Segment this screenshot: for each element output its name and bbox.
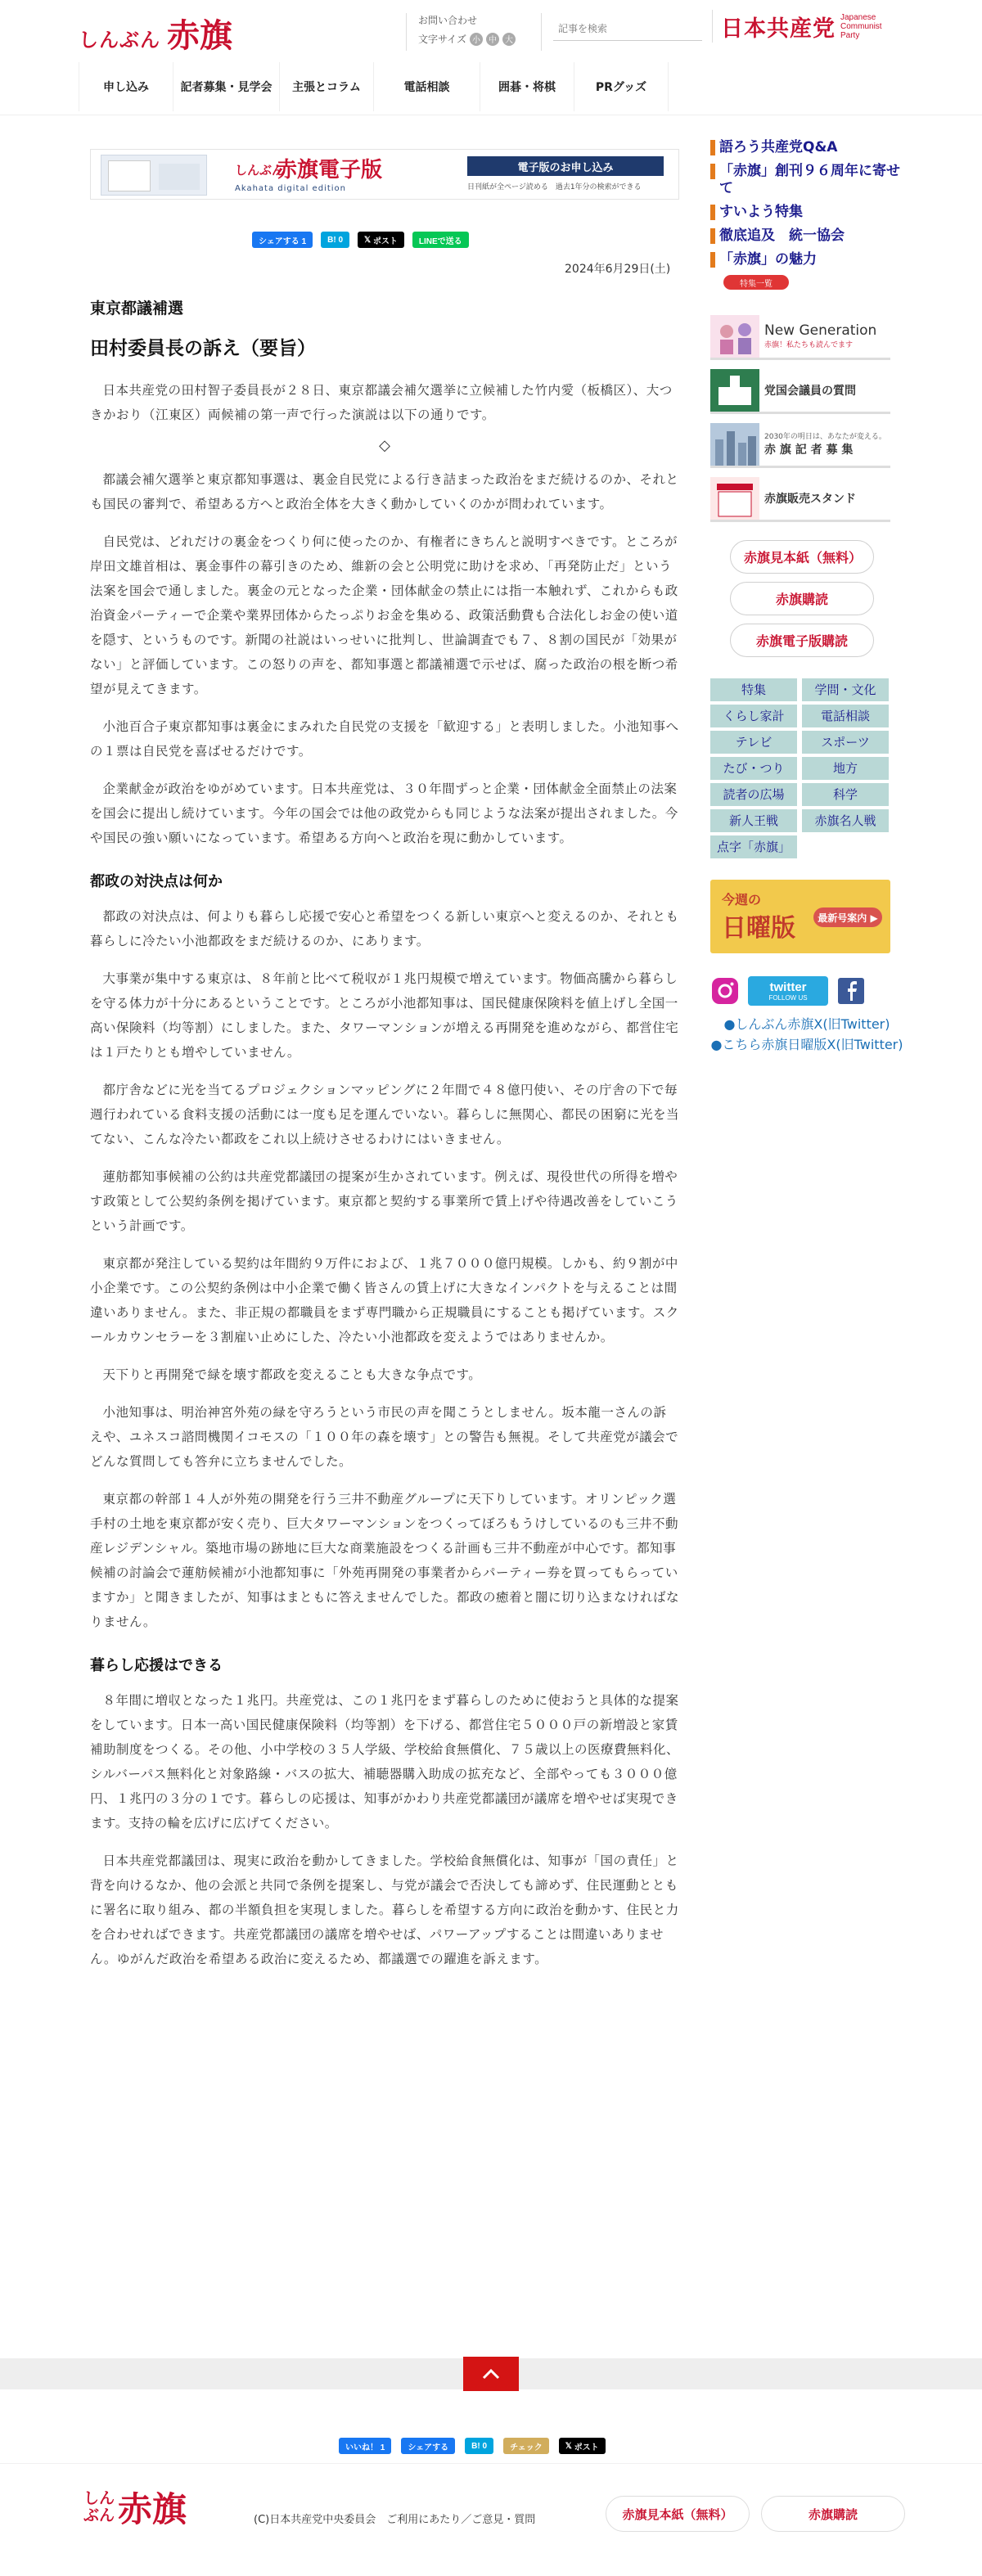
sidebar-link-anniversary[interactable]: 「赤旗」創刊９６周年に寄せて bbox=[710, 163, 903, 197]
footer-logo-kanji: 赤旗 bbox=[118, 2489, 187, 2529]
article-date: 2024年6月29日(土) bbox=[565, 263, 671, 276]
main-nav bbox=[79, 62, 782, 111]
category-readers-forum[interactable]: 読者の広場 bbox=[710, 783, 797, 806]
footer-divider bbox=[0, 2463, 982, 2464]
feature-list-button[interactable]: 特集一覧 bbox=[723, 275, 789, 290]
twitter-follow-label: FOLLOW US bbox=[768, 993, 808, 1002]
bullet-bar-icon bbox=[710, 228, 715, 244]
site-header bbox=[0, 0, 982, 57]
font-size-large-button[interactable]: 大 bbox=[502, 33, 516, 46]
copyright-text[interactable]: (C)日本共産党中央委員会 ご利用にあたり／ご意見・質問 bbox=[254, 2514, 536, 2526]
sunday-latest-button[interactable]: 最新号案内 ▶ bbox=[813, 907, 882, 927]
facebook-share-button[interactable]: シェアする 1 bbox=[252, 232, 313, 248]
article-paragraph: 都庁舎などに光を当てるプロジェクションマッピングに２年間で４８億円使い、その庁舎の下で毎週行われている食料支援の活動には一度も足を運んでいない。暮らしに無関心、都民の困窮に光を当てない、こんな冷たい都政をこれ以上続けさせるわけにはいきません。 bbox=[90, 1083, 680, 1146]
category-meijin-tournament[interactable]: 赤旗名人戦 bbox=[802, 809, 889, 832]
nav-item-go-shogi[interactable]: 囲碁・将棋 bbox=[480, 62, 574, 111]
twitter-follow-button[interactable] bbox=[748, 976, 828, 1006]
article-kicker: 東京都議補選 bbox=[90, 299, 184, 317]
facebook-share-button[interactable]: シェアする bbox=[401, 2438, 455, 2454]
category-regional[interactable]: 地方 bbox=[802, 757, 889, 780]
nav-item-phone-consult[interactable]: 電話相談 bbox=[374, 62, 480, 111]
facebook-like-button[interactable]: いいね！ 1 bbox=[339, 2438, 391, 2454]
banner-title: 赤旗電子版 bbox=[276, 158, 383, 182]
party-name: 日本共産党 bbox=[721, 16, 836, 42]
sales-stand-banner[interactable] bbox=[710, 476, 890, 522]
bottom-share-bar bbox=[339, 2438, 606, 2454]
new-generation-sub: 赤旗！私たちも読んでます bbox=[764, 341, 854, 349]
back-to-top-button[interactable] bbox=[463, 2357, 519, 2391]
logo-kanji: 赤旗 bbox=[167, 16, 232, 55]
site-logo[interactable] bbox=[79, 10, 232, 55]
article-paragraph: 都政の対決点は、何よりも暮らし応援で安心と希望をつくる新しい東京へと変えるのか、それとも暮らしに冷たい小池都政をまだ続けるのか、にあります。 bbox=[90, 909, 679, 948]
sales-stand-label: 赤旗販売スタンド bbox=[764, 492, 856, 506]
category-features[interactable]: 特集 bbox=[710, 678, 797, 701]
sample-paper-button[interactable]: 赤旗見本紙（無料） bbox=[730, 540, 874, 574]
new-generation-banner[interactable] bbox=[710, 314, 890, 360]
nav-item-editorial[interactable]: 主張とコラム bbox=[280, 62, 374, 111]
subscribe-button[interactable]: 赤旗購読 bbox=[730, 582, 874, 615]
article-paragraph: 天下りと再開発で緑を壊す都政を変えることも大きな争点です。 bbox=[102, 1367, 482, 1382]
footer-sample-paper-button[interactable]: 赤旗見本紙（無料） bbox=[606, 2496, 750, 2532]
nav-item-pr-goods[interactable]: PRグッズ bbox=[574, 62, 669, 111]
category-academics-culture[interactable]: 学問・文化 bbox=[802, 678, 889, 701]
chevron-up-icon bbox=[482, 2368, 500, 2380]
article-subhead: 都政の対決点は何か bbox=[90, 873, 223, 890]
article-paragraph: 都議会補欠選挙と東京都知事選は、裏金自民党による行き詰まった政治をまだ続けるのか、それとも国民の審判で、希望ある方へと政治全体を大きく動かしていくのかが問われています。 bbox=[90, 472, 679, 511]
article-paragraph: 自民党は、どれだけの裏金をつくり何に使ったのか、有権者にきちんと説明すべきです。ところが岸田文雄首相は、裏金事件の幕引きのため、維新の会と公明党に助けを求め、「再発防止だ」という法案を国会で通しました。裏金の元となった企業・団体献金の禁止には指一本触れず、これからも政治資金パーティーで企業や業界団体からたっぷりお金を集める、政策活動費も合法化しお金の使い道を隠す、というものです。新聞の社説はいっせいに批判し、世論調査でも７、８割の国民が「効果がない」と評価しています。この怒りの声を、都知事選と都議補選で示せば、腐った政治の根を断つ希望が見えてきます。 bbox=[90, 534, 678, 696]
article-paragraph: 小池百合子東京都知事は裏金にまみれた自民党の支援を「歓迎する」と表明しました。小池知事への１票は自民党を喜ばせるだけです。 bbox=[90, 719, 679, 759]
sidebar-link-wednesday[interactable]: すいよう特集 bbox=[710, 204, 903, 221]
diet-member-questions-label: 党国会議員の質問 bbox=[764, 384, 856, 398]
bullet-bar-icon bbox=[710, 252, 715, 268]
category-braille[interactable]: 点字「赤旗」 bbox=[710, 835, 797, 858]
banner-note: 日刊紙が全ページ読める 過去1年分の検索ができる bbox=[467, 183, 642, 191]
bullet-bar-icon bbox=[710, 140, 715, 155]
new-generation-title: New Generation bbox=[764, 322, 877, 339]
x-post-button[interactable]: 𝕏 ポスト bbox=[358, 232, 404, 248]
instagram-icon[interactable] bbox=[710, 976, 740, 1006]
twitter-label: twitter bbox=[769, 980, 807, 994]
party-logo[interactable] bbox=[712, 10, 917, 43]
nav-item-apply[interactable]: 申し込み bbox=[79, 62, 173, 111]
article-paragraph: 日本共産党都議団は、現実に政治を動かしてきました。学校給食無償化は、知事が「国の責任」と背を向けるなか、他の会派と共同で条例を提案し、与党が議会で否決しても諦めず、住民運動とともに署名に取り組み、都の半額負担を実現しました。暮らしを希望する方向に政治を動かす、住民と力を合わせればできます。共産党都議団の議席を増やせば、パワーアップすることは間違いありません。ゆがんだ政治を希望ある政治に変えるため、都議選での躍進を訴えます。 bbox=[90, 1853, 679, 1966]
footer-subscribe-button[interactable]: 赤旗購読 bbox=[761, 2496, 905, 2532]
category-grid bbox=[710, 678, 903, 858]
category-travel-fishing[interactable]: たび・つり bbox=[710, 757, 797, 780]
bullet-bar-icon bbox=[710, 205, 715, 220]
article-paragraph: 東京都の幹部１４人が外苑の開発を行う三井不動産グループに天下りしています。オリンピック選手村の土地を東京都が安く売り、巨大タワーマンションをつくってぼろもうけしているのも三井不動産レジデンシャル。築地市場の跡地に巨大な商業施設をつくる計画も三井不動産が中心です。都知事候補の討論会で蓮舫候補が小池都知事に「外苑再開発の事業者からパーティー券を買ってもらっていますか」と聞きましたが、知事はまともに答えませんでした。都政の癒着と闇に切り込まなければなりません。 bbox=[90, 1492, 680, 1629]
share-bar bbox=[252, 231, 469, 249]
reporter-recruit-label: 赤 旗 記 者 募 集 bbox=[764, 444, 854, 457]
mixi-check-button[interactable]: チェック bbox=[503, 2438, 549, 2454]
hatena-bookmark-button[interactable]: B! 0 bbox=[465, 2438, 493, 2454]
akahata-x-link[interactable]: ●しんぶん赤旗X(旧Twitter) bbox=[723, 1016, 890, 1032]
font-size-small-button[interactable]: 小 bbox=[470, 33, 483, 46]
article-paragraph: 大事業が集中する東京は、８年前と比べて税収が１兆円規模で増えています。物価高騰から暮らしを守る体力が十分にあるということです。ところが小池都知事は、国民健康保険料を値上げし全国一高い保険料（均等割）にしました。また、タワーマンションが増える再開発を進めながら、都営住宅は１戸たりとも増やしていません。 bbox=[90, 971, 679, 1060]
category-phone-consult[interactable]: 電話相談 bbox=[802, 705, 889, 727]
newspaper-stand-icon bbox=[710, 477, 759, 520]
x-icon: 𝕏 bbox=[364, 235, 373, 245]
sunday-title: 日曜版 bbox=[722, 914, 795, 943]
sunday-edition-banner[interactable] bbox=[710, 880, 890, 953]
digital-edition-thumbnail bbox=[101, 155, 207, 196]
category-sports[interactable]: スポーツ bbox=[802, 731, 889, 754]
article-paragraph: 小池知事は、明治神宮外苑の緑を守ろうという市民の声を聞こうとしません。坂本龍一さんの訴えや、ユネスコ諮問機関イコモスの「１００年の森を壊す」との警告も無視。そして共産党が議会でどんな質問しても答弁に立ちませんでした。 bbox=[90, 1405, 679, 1469]
city-skyline-icon bbox=[710, 423, 759, 466]
x-icon: 𝕏 bbox=[565, 2441, 574, 2451]
bullet-bar-icon bbox=[710, 164, 715, 179]
social-icons bbox=[710, 976, 903, 1006]
category-science[interactable]: 科学 bbox=[802, 783, 889, 806]
party-name-en: Japanese Communist Party bbox=[840, 12, 882, 40]
digital-edition-banner[interactable] bbox=[90, 149, 679, 200]
contact-link[interactable]: お問い合わせ bbox=[418, 15, 478, 26]
footer-logo-kana: しんぶん bbox=[83, 2489, 115, 2524]
facebook-icon[interactable] bbox=[836, 976, 866, 1006]
hatena-bookmark-button[interactable]: B! 0 bbox=[321, 232, 349, 248]
article-paragraph: ８年間に増収となった１兆円。共産党は、この１兆円をまず暮らしのために使おうと具体的な提案をしています。日本一高い国民健康保険料（均等割）を下げる、都営住宅５０００戸の新増設と家賃補助制度をつくる。その他、小中学校の３５人学級、学校給食無償化、７５歳以上の医療費無料化、シルバーパス無料化と対象路線・バスの拡大、補聴器購入助成の拡充など、全部やっても３０００億円、１兆円の３分の１です。暮らしの応援は、知事がかわり共産党都議団が議席を増やせば実現できます。支持の輪を広げに広げてください。 bbox=[90, 1693, 680, 1831]
people-illustration-icon bbox=[710, 315, 759, 358]
font-size-label: 文字サイズ bbox=[418, 34, 467, 45]
diet-member-questions-banner[interactable] bbox=[710, 368, 890, 414]
digital-subscribe-button[interactable]: 赤旗電子版購読 bbox=[730, 624, 874, 657]
article-subhead: 暮らし応援はできる bbox=[90, 1657, 223, 1674]
search-input[interactable] bbox=[553, 16, 702, 41]
sidebar bbox=[710, 139, 903, 1055]
article-lead: 日本共産党の田村智子委員長が２８日、東京都議会補欠選挙に立候補した竹内愛（板橋区）、大つきかおり（江東区）両候補の第一声で行った演説は以下の通りです。 bbox=[90, 383, 673, 422]
article-body bbox=[90, 296, 679, 1971]
sunday-x-link[interactable]: ●こちら赤旗日曜版X(旧Twitter) bbox=[710, 1037, 903, 1052]
logo-kana: しんぶん bbox=[79, 29, 160, 52]
sidebar-link-unification[interactable]: 徹底追及 統一協会 bbox=[710, 227, 903, 245]
banner-apply-button[interactable]: 電子版のお申し込み bbox=[467, 156, 664, 176]
line-share-button[interactable]: LINEで送る bbox=[412, 232, 469, 248]
section-divider: ◇ bbox=[379, 437, 390, 454]
reporter-recruit-sub: 2030年の明日は、あなたが変える。 bbox=[764, 433, 886, 441]
article-paragraph: 東京都が発注している契約は年間約９万件におよび、１兆７０００億円規模。しかも、約９割が中小企業です。この公契約条例は中小企業で働く皆さんの賃上げに大きなインパクトを与えることは間違いありません。また、非正規の都職員をまず専門職から正規職員にすることも掲げています。スクールカウンセラーを３割雇い止めにした、冷たい小池都政を変えようではありませんか。 bbox=[90, 1256, 679, 1344]
sidebar-link-qa[interactable]: 語ろう共産党Q&A bbox=[710, 139, 903, 156]
banner-kana: しんぶん bbox=[235, 163, 285, 178]
article-headline: 田村委員長の訴え（要旨） bbox=[90, 338, 316, 359]
reporter-recruit-banner[interactable] bbox=[710, 422, 890, 468]
x-post-button[interactable]: 𝕏 ポスト bbox=[559, 2438, 606, 2454]
category-tv[interactable]: テレビ bbox=[710, 731, 797, 754]
utility-links bbox=[406, 13, 542, 51]
sunday-label-top: 今週の bbox=[722, 892, 762, 907]
nav-item-recruit[interactable]: 記者募集・見学会 bbox=[173, 62, 280, 111]
sidebar-link-appeal[interactable]: 「赤旗」の魅力 bbox=[710, 251, 903, 268]
footer-logo[interactable] bbox=[83, 2483, 187, 2532]
category-household[interactable]: くらし家計 bbox=[710, 705, 797, 727]
article-paragraph: 企業献金が政治をゆがめています。日本共産党は、３０年間ずっと企業・団体献金全面禁止の法案を国会に提出し続けています。今年の国会では他の政党からも同じような法案が提出されました。今や国民の強い願いになっています。希望ある方向へと政治を現に動かしています。 bbox=[90, 781, 678, 845]
category-rookie-tournament[interactable]: 新人王戦 bbox=[710, 809, 797, 832]
font-size-control bbox=[418, 32, 541, 46]
diet-building-icon bbox=[710, 369, 759, 412]
banner-subtitle: Akahata digital edition bbox=[235, 184, 346, 193]
article-paragraph: 蓮舫都知事候補の公約は共産党都議団の提案が生かされています。例えば、現役世代の所得を増やす政策として公契約条例を掲げています。東京都と契約する事業所で賃上げや待遇改善をしていこうという計画です。 bbox=[90, 1169, 678, 1233]
font-size-medium-button[interactable]: 中 bbox=[486, 33, 499, 46]
twitter-text-links bbox=[710, 1014, 903, 1055]
